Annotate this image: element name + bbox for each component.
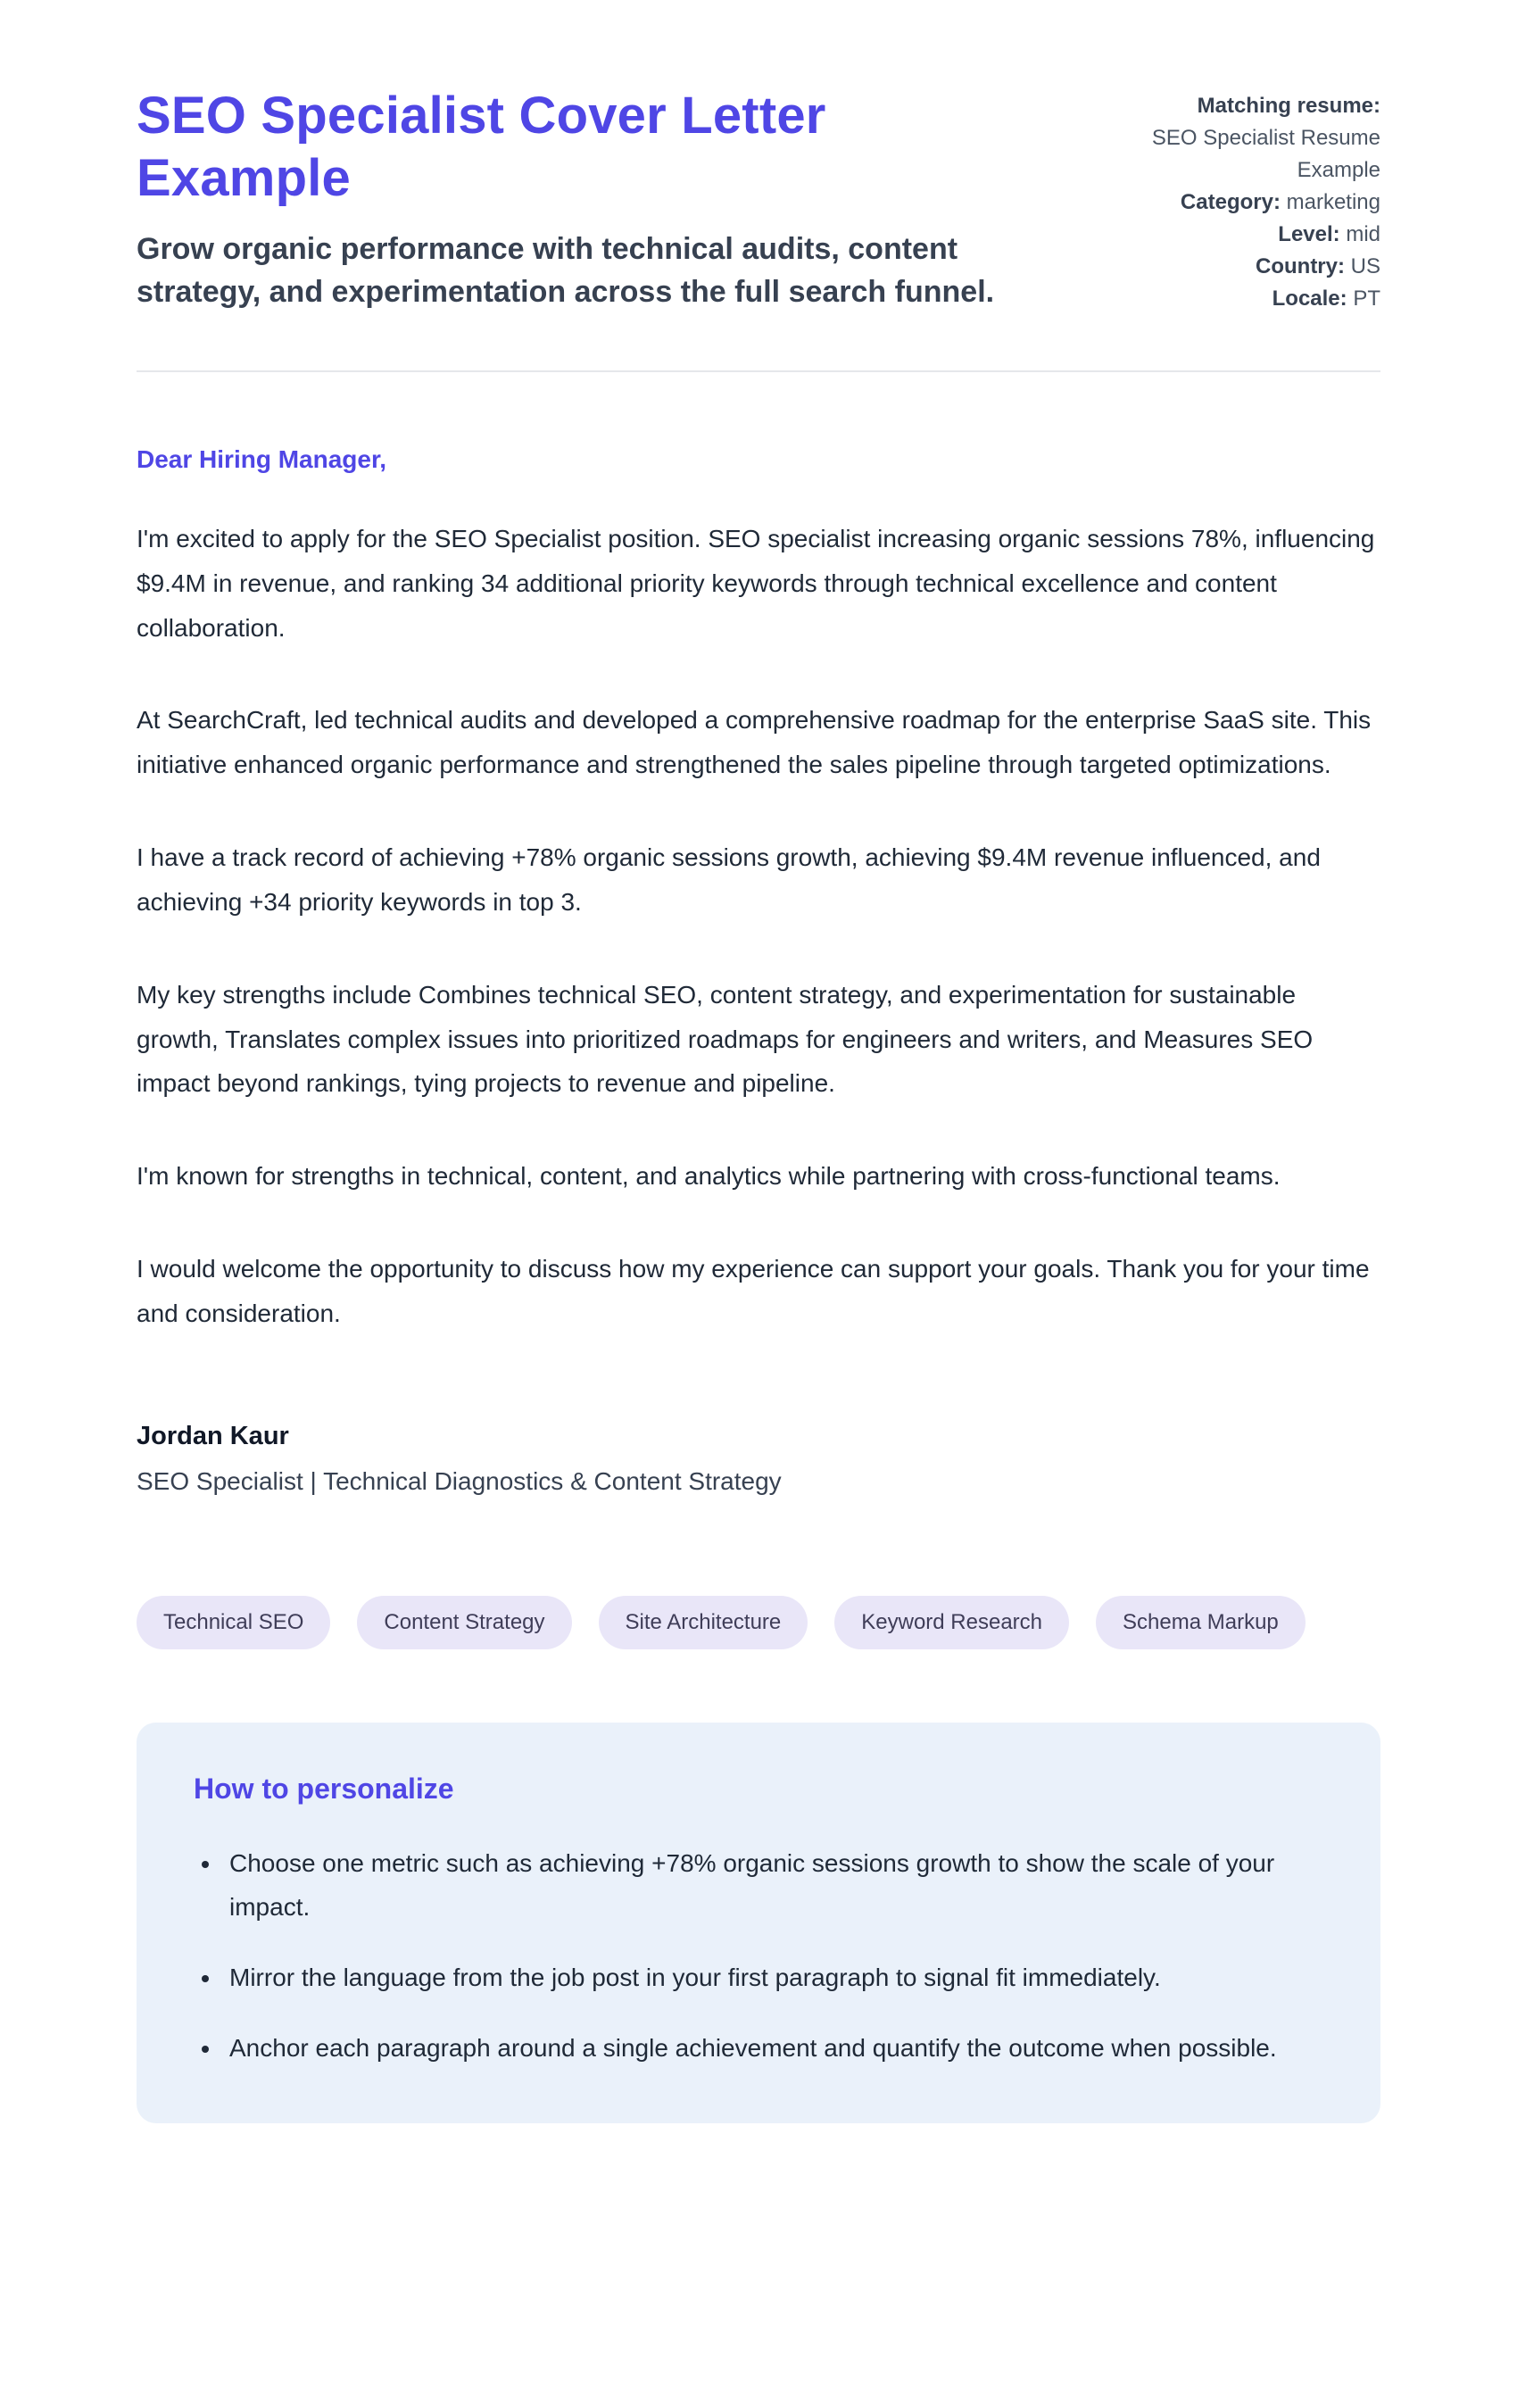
signature-name: Jordan Kaur xyxy=(137,1421,289,1450)
matching-resume-label: Matching resume: xyxy=(1197,94,1380,118)
tag-list xyxy=(137,1596,1380,1649)
page-title: SEO Specialist Cover Letter Example xyxy=(137,87,826,207)
letter-paragraph: At SearchCraft, led technical audits and developed a comprehensive roadmap for the enterprise SaaS site. This initiative enhanced organic performance and strengthened the sales pipeline through targeted optimizations. xyxy=(137,706,1372,779)
meta-level xyxy=(1104,219,1380,251)
header-title-block xyxy=(137,85,1029,313)
tag-site-architecture[interactable]: Site Architecture xyxy=(599,1596,808,1649)
letter-paragraph: I'm known for strengths in technical, content, and analytics while partnering with cross-functional teams. xyxy=(137,1162,1281,1191)
level-value: mid xyxy=(1346,222,1380,246)
letter-greeting: Dear Hiring Manager, xyxy=(137,445,387,473)
personalize-item: • Choose one metric such as achieving +78% organic sessions growth to show the scale of your impact. xyxy=(222,1841,1323,1929)
tag-technical-seo[interactable]: Technical SEO xyxy=(137,1596,330,1649)
page-subtitle: Grow organic performance with technical audits, content strategy, and experimentation across the full search funnel. xyxy=(137,232,995,309)
resume-meta xyxy=(1104,85,1380,315)
country-label: Country: xyxy=(1256,254,1345,278)
personalize-title: How to personalize xyxy=(194,1772,454,1805)
category-value: marketing xyxy=(1286,190,1380,214)
meta-locale xyxy=(1104,283,1380,315)
signature-block xyxy=(137,1422,1380,1496)
tag-content-strategy[interactable]: Content Strategy xyxy=(357,1596,571,1649)
letter-paragraph: My key strengths include Combines technical SEO, content strategy, and experimentation for sustainable growth, Translates complex issues into prioritized roadmaps for engineers and writers, and Measures SEO impact beyond rankings, tying projects to revenue and pipeline. xyxy=(137,980,1314,1098)
locale-label: Locale: xyxy=(1272,286,1347,311)
level-label: Level: xyxy=(1278,222,1340,246)
meta-country xyxy=(1104,251,1380,283)
tag-keyword-research[interactable]: Keyword Research xyxy=(834,1596,1069,1649)
meta-category xyxy=(1104,187,1380,219)
category-label: Category: xyxy=(1180,190,1281,214)
meta-matching-resume xyxy=(1104,90,1380,187)
locale-value: PT xyxy=(1353,286,1380,311)
tag-schema-markup[interactable]: Schema Markup xyxy=(1096,1596,1306,1649)
matching-resume-value: SEO Specialist Resume Example xyxy=(1151,126,1380,182)
personalize-item: • Mirror the language from the job post in your first paragraph to signal fit immediately. xyxy=(222,1955,1323,1999)
country-value: US xyxy=(1350,254,1380,278)
letter-paragraph: I would welcome the opportunity to discuss how my experience can support your goals. Thank you for your time and consideration. xyxy=(137,1255,1370,1327)
personalize-item: • Anchor each paragraph around a single achievement and quantify the outcome when possible. xyxy=(222,2026,1323,2070)
personalize-list xyxy=(176,1841,1323,2070)
letter-paragraph: I have a track record of achieving +78% organic sessions growth, achieving $9.4M revenue influenced, and achieving +34 priority keywords in top 3. xyxy=(137,843,1321,916)
letter-paragraph: I'm excited to apply for the SEO Specialist position. SEO specialist increasing organic sessions 78%, influencing $9.4M in revenue, and ranking 34 additional priority keywords through technical excellence and content collaboration. xyxy=(137,525,1375,642)
letter-body xyxy=(137,517,1380,1336)
header xyxy=(137,85,1380,315)
signature-role: SEO Specialist | Technical Diagnostics & Content Strategy xyxy=(137,1466,782,1495)
header-divider xyxy=(137,370,1380,372)
personalize-box xyxy=(137,1723,1380,2123)
